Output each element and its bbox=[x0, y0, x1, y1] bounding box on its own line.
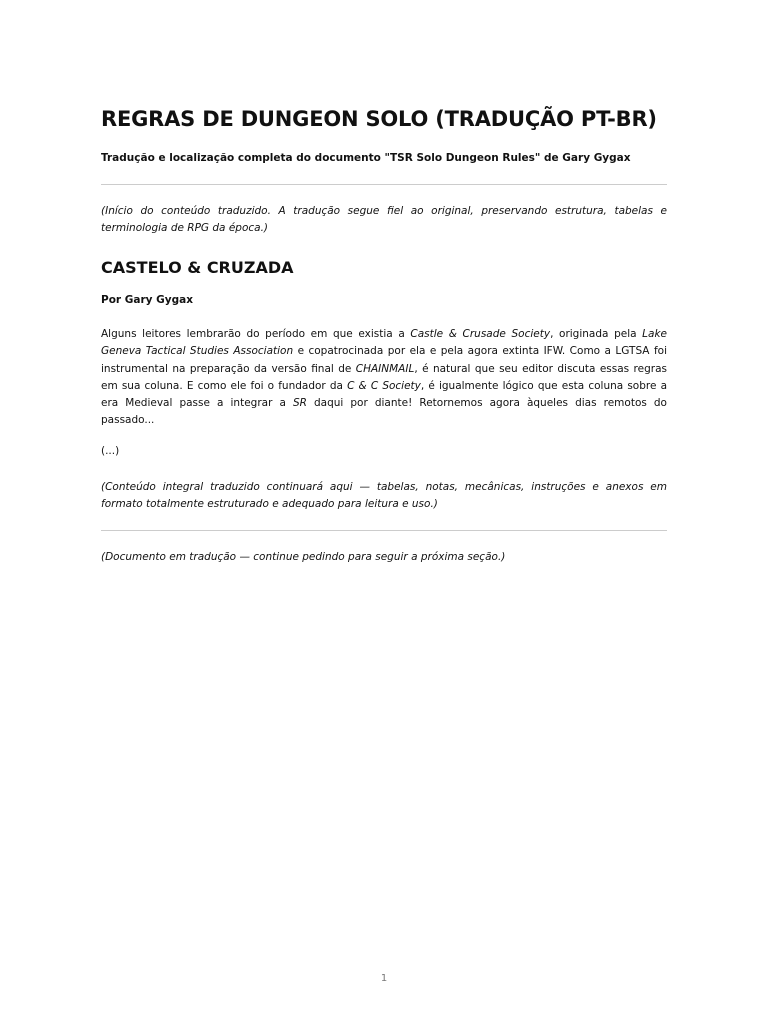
content-note: (Conteúdo integral traduzido continuará aqui — tabelas, notas, mecânicas, instruções e anexos em formato totalmente estruturado e adequado para leitura e uso.) bbox=[101, 481, 667, 511]
body-text-4: , é natural que seu editor discuta essas regras em sua coluna. E como ele foi o fundador da bbox=[101, 362, 667, 392]
body-text-6: daqui por diante! Retornemos agora àqueles dias remotos do passado... bbox=[101, 397, 667, 427]
ellipsis-marker: (...) bbox=[101, 445, 120, 457]
footer-note: (Documento em tradução — continue pedindo para seguir a próxima seção.) bbox=[101, 551, 506, 563]
divider-bottom bbox=[101, 530, 667, 531]
body-emphasis-castle-crusade-society: Castle & Crusade Society bbox=[410, 328, 551, 340]
body-emphasis-lgtsa: Lake Geneva Tactical Studies Association bbox=[101, 328, 667, 358]
body-paragraph bbox=[101, 326, 667, 430]
author-byline: Por Gary Gygax bbox=[101, 294, 193, 306]
page-number: 1 bbox=[380, 973, 388, 984]
body-emphasis-sr: SR bbox=[292, 397, 307, 410]
body-text-1: Alguns leitores lembrarão do período em que existia a bbox=[101, 328, 411, 340]
body-emphasis-chainmail: CHAINMAIL bbox=[355, 362, 415, 375]
body-text-5: , é igualmente lógico que esta coluna sobre a era Medieval passe a integrar a bbox=[101, 379, 667, 410]
intro-note: (Início do conteúdo traduzido. A tradução segue fiel ao original, preservando estrutura, tabelas e terminologia de RPG da época.) bbox=[101, 205, 667, 235]
body-emphasis-cc-society: C & C Society bbox=[347, 379, 421, 392]
body-text-2: , originada pela bbox=[550, 328, 643, 340]
body-text-3: e copatrocinada por ela e pela agora extinta IFW. Como a LGTSA foi instrumental na preparação da versão final de bbox=[101, 345, 667, 375]
document-subtitle: Tradução e localização completa do documento "TSR Solo Dungeon Rules" de Gary Gygax bbox=[101, 152, 631, 164]
divider-top bbox=[101, 184, 667, 185]
document-title: REGRAS DE DUNGEON SOLO (TRADUÇÃO PT-BR) bbox=[101, 107, 657, 131]
section-title: CASTELO & CRUZADA bbox=[101, 258, 294, 277]
